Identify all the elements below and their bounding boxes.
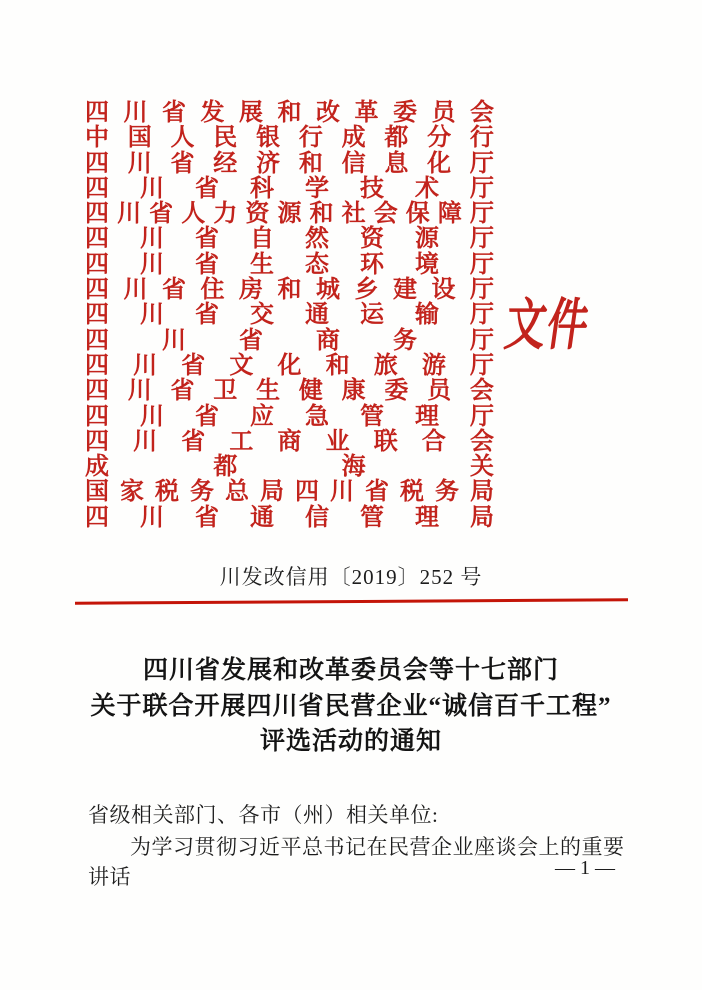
agency-name-char: 务 [190, 479, 214, 506]
agency-name-char: 和 [277, 100, 302, 126]
agency-name-row [85, 379, 494, 404]
agency-name-row [85, 480, 494, 505]
agency-name-row [85, 227, 494, 252]
agency-name-char: 息 [384, 150, 409, 177]
agency-name-char: 游 [421, 352, 446, 379]
agency-name-char: 人 [170, 125, 195, 152]
agency-name-char: 厅 [470, 175, 494, 202]
agency-name-char: 川 [140, 504, 164, 531]
agency-name-char: 厅 [470, 277, 494, 304]
agency-name-char: 局 [470, 504, 494, 531]
agency-name-char: 工 [229, 428, 254, 455]
agency-name-char: 济 [256, 150, 281, 177]
agency-name-char: 通 [305, 302, 329, 329]
agency-name-char: 省 [170, 150, 195, 177]
agency-name-row [85, 430, 494, 455]
title-line-2: 关于联合开展四川省民营企业“诚信百千工程” [90, 692, 612, 720]
agency-name-char: 税 [400, 479, 424, 506]
agency-name-char: 合 [421, 428, 446, 455]
agency-name-char: 川 [140, 175, 164, 202]
agency-name-char: 化 [277, 352, 302, 379]
agency-name-char: 四 [85, 175, 109, 202]
agency-name-char: 发 [200, 100, 225, 126]
agency-name-char: 川 [140, 251, 164, 278]
wenjian-label: 文件 [501, 295, 594, 357]
agency-name-char: 行 [298, 125, 323, 152]
agency-name-char: 管 [360, 504, 384, 531]
agency-name-char: 局 [470, 479, 494, 506]
agency-name-char: 设 [431, 277, 456, 304]
agency-name-char: 银 [256, 125, 281, 152]
agency-name-char: 技 [360, 175, 384, 202]
agency-name-char: 厅 [470, 302, 494, 329]
agency-name-char: 省 [195, 403, 219, 430]
agency-name-char: 会 [470, 428, 494, 455]
agency-name-char: 商 [277, 428, 302, 455]
agency-name-row [85, 405, 494, 430]
agency-name-char: 省 [181, 428, 206, 455]
agency-name-row [85, 303, 494, 328]
agency-name-char: 税 [155, 479, 179, 506]
agency-name-row [85, 202, 494, 227]
agency-name-char: 输 [415, 302, 439, 329]
salutation: 省级相关部门、各市（州）相关单位: [88, 803, 439, 827]
agency-name-char: 厅 [470, 251, 494, 278]
agency-name-char: 和 [277, 277, 302, 304]
agency-name-char: 厅 [470, 403, 494, 430]
agency-name-row [85, 329, 494, 354]
agency-name-char: 经 [213, 150, 238, 177]
agency-name-char: 都 [213, 454, 238, 481]
agency-name-char: 运 [360, 302, 384, 329]
agency-name-char: 信 [341, 150, 366, 177]
agency-name-char: 展 [239, 100, 263, 126]
agency-name-char: 交 [250, 302, 274, 329]
agency-name-char: 委 [393, 100, 417, 126]
agency-name-char: 管 [360, 403, 384, 430]
agency-name-char: 改 [316, 100, 340, 126]
agency-name-char: 和 [325, 352, 350, 379]
agency-name-char: 旅 [373, 352, 398, 379]
agency-name-char: 境 [415, 251, 439, 278]
agency-name-char: 房 [239, 277, 263, 304]
document-title [0, 653, 702, 760]
agency-name-char: 四 [85, 504, 109, 531]
agency-name-char: 四 [85, 352, 109, 379]
agency-name-char: 国 [85, 479, 109, 506]
agency-name-row [85, 354, 494, 379]
agency-name-char: 商 [316, 327, 340, 354]
agency-name-char: 四 [85, 277, 109, 304]
agency-name-char: 务 [393, 327, 417, 354]
agency-name-row [85, 177, 494, 202]
agency-name-char: 省 [195, 175, 219, 202]
agency-name-char: 川 [162, 327, 186, 354]
title-line-1: 四川省发展和改革委员会等十七部门 [142, 657, 559, 684]
agency-name-char: 住 [200, 277, 225, 304]
agency-name-char: 川 [330, 479, 354, 506]
agency-name-char: 力 [213, 201, 238, 228]
agency-name-char: 四 [85, 201, 109, 228]
agency-name-char: 省 [170, 378, 195, 405]
agency-name-char: 总 [225, 479, 249, 506]
agency-name-char: 川 [140, 403, 164, 430]
agency-name-char: 乡 [354, 277, 379, 304]
agency-name-row [85, 253, 494, 278]
agency-name-char: 态 [305, 251, 329, 278]
agency-name-char: 四 [85, 226, 109, 253]
agency-name-char: 环 [360, 251, 384, 278]
agency-name-char: 四 [295, 479, 319, 506]
agency-name-char: 应 [250, 403, 274, 430]
agency-name-char: 厅 [469, 150, 494, 177]
agency-name-char: 员 [431, 100, 456, 126]
agency-name-char: 省 [195, 302, 219, 329]
agency-name-char: 会 [470, 100, 494, 126]
agency-name-char: 务 [435, 479, 459, 506]
agency-name-char: 健 [298, 378, 323, 405]
agency-name-char: 川 [127, 378, 152, 405]
agency-name-char: 省 [195, 251, 219, 278]
agency-name-row [85, 126, 494, 151]
agency-name-char: 革 [354, 100, 379, 126]
agency-name-char: 科 [250, 175, 274, 202]
agency-name-char: 川 [117, 201, 142, 228]
agency-name-char: 联 [373, 428, 398, 455]
agency-name-char: 省 [149, 201, 174, 228]
agency-name-char: 文 [229, 352, 254, 379]
agency-name-char: 省 [195, 226, 219, 253]
agency-name-char: 源 [415, 226, 439, 253]
agency-name-char: 成 [341, 125, 366, 152]
agency-name-char: 国 [127, 125, 152, 152]
agency-name-char: 急 [305, 403, 329, 430]
doc-number: 川发改信用〔2019〕252 号 [219, 565, 483, 589]
agency-name-char: 源 [277, 201, 302, 228]
agency-name-char: 委 [384, 378, 409, 405]
agency-name-char: 四 [85, 428, 109, 455]
agency-name-char: 都 [384, 125, 409, 152]
agency-name-char: 海 [341, 454, 366, 481]
agency-name-char: 四 [85, 150, 109, 177]
agency-name-char: 会 [373, 201, 398, 228]
agency-name-char: 建 [393, 277, 417, 304]
agency-name-char: 省 [162, 100, 186, 126]
agency-name-char: 关 [469, 454, 494, 481]
agency-name-char: 川 [140, 226, 164, 253]
agency-name-char: 局 [260, 479, 284, 506]
red-divider-line [75, 598, 628, 604]
agency-name-char: 川 [123, 100, 148, 126]
agency-name-char: 资 [245, 201, 270, 228]
agency-name-char: 人 [181, 201, 206, 228]
agency-name-char: 川 [140, 302, 164, 329]
agency-name-char: 省 [162, 277, 186, 304]
agency-name-char: 社 [341, 201, 366, 228]
agency-name-char: 川 [133, 352, 158, 379]
agency-name-char: 康 [341, 378, 366, 405]
agency-name-char: 卫 [213, 378, 238, 405]
agency-name-char: 保 [405, 201, 430, 228]
agency-name-char: 行 [469, 125, 494, 152]
agency-name-char: 厅 [470, 226, 494, 253]
agency-name-char: 民 [213, 125, 238, 152]
agency-name-char: 川 [123, 277, 148, 304]
agency-name-row [85, 278, 494, 303]
agency-name-char: 省 [195, 504, 219, 531]
agency-name-char: 员 [427, 378, 452, 405]
agency-name-char: 资 [360, 226, 384, 253]
agency-name-char: 四 [85, 403, 109, 430]
agency-name-char: 四 [85, 327, 109, 354]
agency-name-char: 省 [365, 479, 389, 506]
agency-name-char: 术 [415, 175, 439, 202]
agency-name-row [85, 101, 494, 126]
agency-name-char: 四 [85, 378, 109, 405]
agency-name-char: 然 [305, 226, 329, 253]
agency-name-char: 省 [239, 327, 263, 354]
body-paragraph: 为学习贯彻习近平总书记在民营企业座谈会上的重要讲话 [88, 835, 625, 889]
agency-name-char: 理 [415, 504, 439, 531]
agency-name-char: 信 [305, 504, 329, 531]
agency-name-char: 生 [250, 251, 274, 278]
agency-name-char: 城 [316, 277, 340, 304]
agency-name-char: 化 [427, 150, 452, 177]
page-number: — 1 — [555, 857, 615, 879]
agency-name-char: 四 [85, 100, 109, 126]
agency-name-char: 家 [120, 479, 144, 506]
agency-name-char: 障 [437, 201, 462, 228]
agency-name-char: 学 [305, 175, 329, 202]
agency-name-row [85, 506, 494, 531]
agency-name-char: 和 [298, 150, 323, 177]
agency-name-char: 省 [181, 352, 206, 379]
agency-name-char: 分 [427, 125, 452, 152]
agency-name-char: 川 [127, 150, 152, 177]
agency-name-char: 业 [325, 428, 350, 455]
agency-name-char: 通 [250, 504, 274, 531]
agency-name-char: 厅 [469, 201, 494, 228]
agency-name-char: 成 [85, 454, 109, 481]
agency-name-char: 自 [250, 226, 274, 253]
agency-name-row [85, 152, 494, 177]
agency-name-char: 厅 [470, 327, 494, 354]
joint-agency-header [85, 101, 494, 531]
agency-name-char: 四 [85, 251, 109, 278]
agency-name-char: 厅 [470, 352, 494, 379]
agency-name-char: 中 [85, 125, 109, 152]
agency-name-char: 理 [415, 403, 439, 430]
title-line-3: 评选活动的通知 [259, 728, 442, 755]
agency-name-char: 和 [309, 201, 334, 228]
agency-name-char: 会 [469, 378, 494, 405]
agency-name-char: 川 [133, 428, 158, 455]
agency-name-char: 生 [256, 378, 281, 405]
agency-name-row [85, 455, 494, 480]
agency-name-char: 四 [85, 302, 109, 329]
